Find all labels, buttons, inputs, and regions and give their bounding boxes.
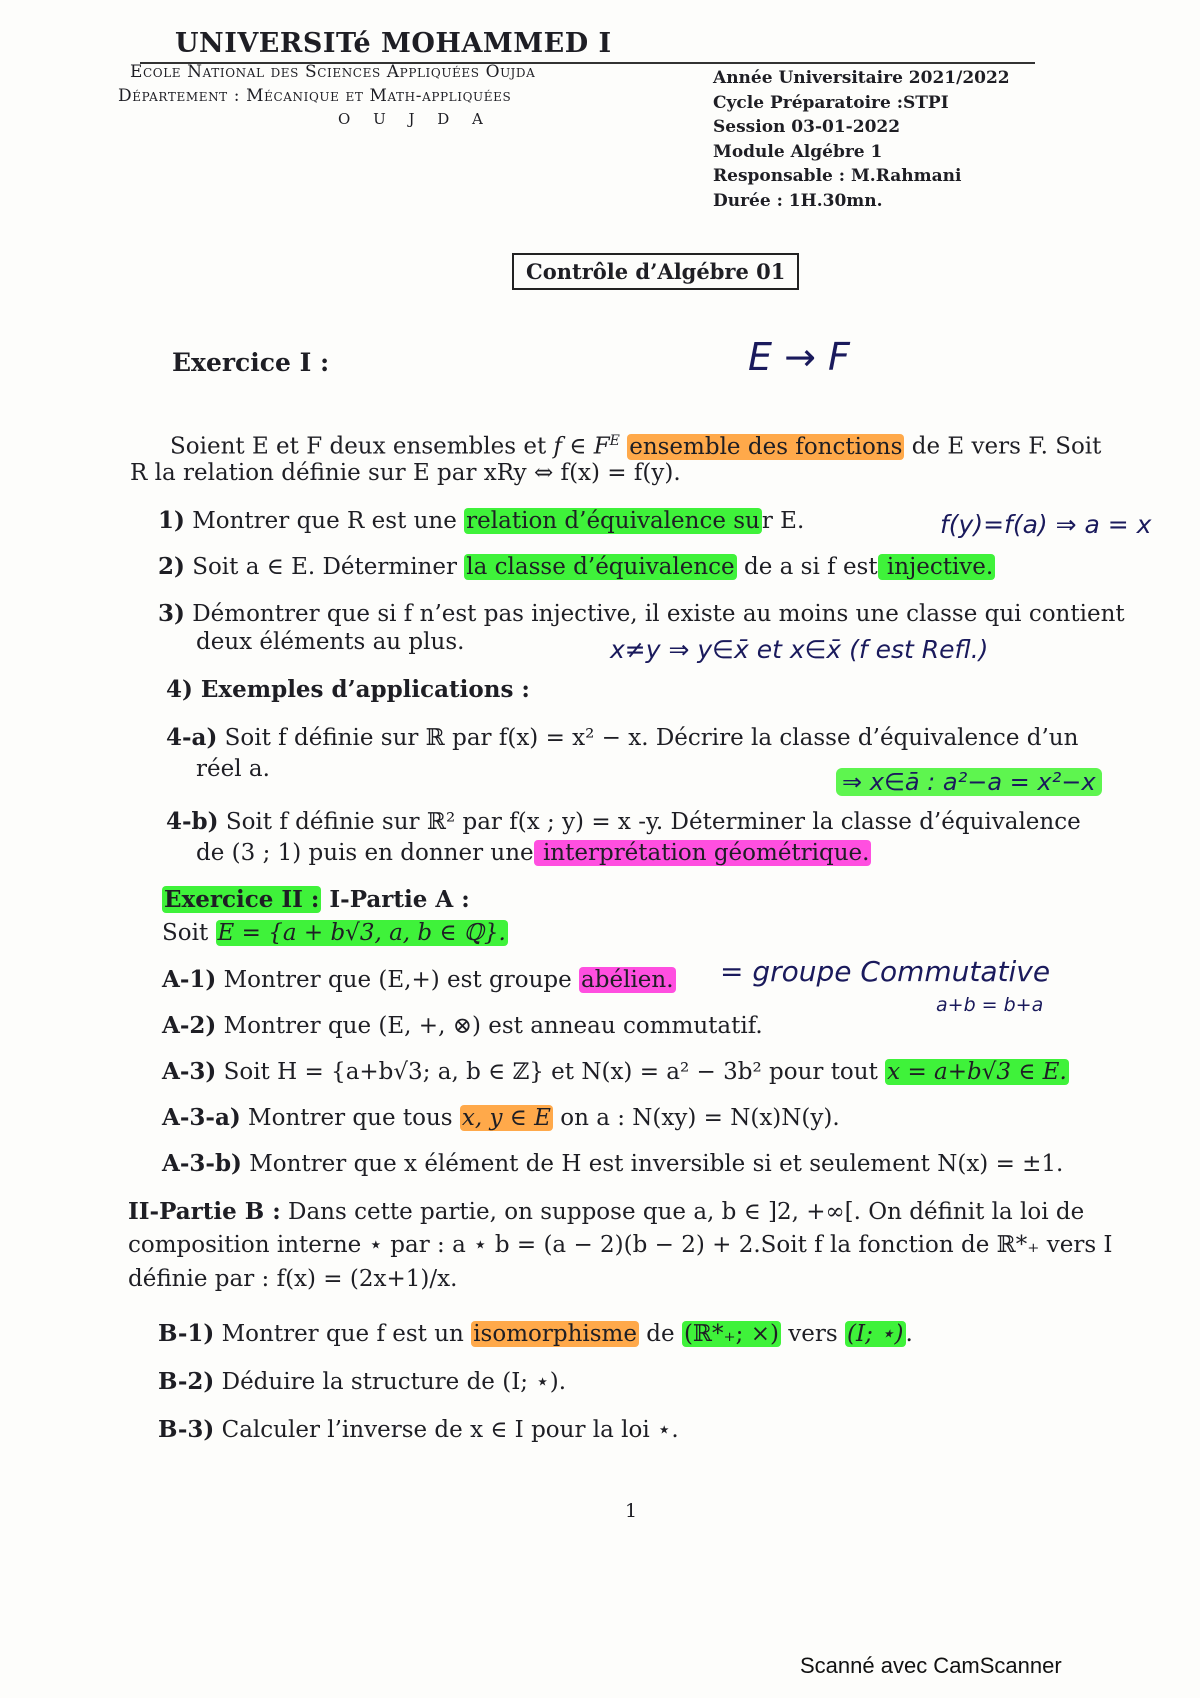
question-a3b <box>162 1148 1063 1180</box>
a1-number: A-1) <box>162 966 217 993</box>
part-b-line2: composition interne ⋆ par : a ⋆ b = (a − 2)(b − 2) + 2.Soit f la fonction de ℝ*₊ vers I <box>128 1232 1113 1258</box>
highlight-interpretation: interprétation géométrique. <box>535 840 870 866</box>
set-def-text: Soit <box>162 920 216 946</box>
question-4a <box>166 722 1078 754</box>
b2-text: Déduire la structure de (I; ⋆). <box>221 1369 567 1395</box>
q4b-line2-text: de (3 ; 1) puis en donner une <box>196 840 534 866</box>
part-b-line3: définie par : f(x) = (2x+1)/x. <box>128 1266 458 1292</box>
highlight-ensemble: ensemble des fonctions <box>629 433 903 460</box>
intro-math: f ∈ F <box>553 433 610 460</box>
b1-text-b: de <box>638 1321 682 1347</box>
intro-sup: E <box>609 433 620 449</box>
question-a3a <box>162 1102 840 1134</box>
highlight-abelien: abélien. <box>581 967 674 993</box>
b2-number: B-2) <box>158 1368 215 1395</box>
exercise-1-title: Exercice I : <box>172 348 330 377</box>
question-a1 <box>162 964 676 996</box>
camscanner-footer: Scanné avec CamScanner <box>800 1653 1062 1678</box>
question-3-line2: deux éléments au plus. <box>196 629 465 655</box>
set-definition <box>162 918 508 949</box>
q4b-number: 4-b) <box>166 808 219 835</box>
q1-text: Montrer que R est une <box>192 508 465 534</box>
handwritten-note-abelien: = groupe Commutative <box>720 955 1051 988</box>
question-4a-line2: réel a. <box>196 756 270 782</box>
question-4b-line2 <box>196 838 871 869</box>
a3b-text: Montrer que x élément de H est inversible si et seulement N(x) = ±1. <box>249 1151 1064 1177</box>
cycle: Cycle Préparatoire :STPI <box>713 92 949 113</box>
part-a-title: I-Partie A : <box>329 886 470 913</box>
duration: Durée : 1H.30mn. <box>713 190 883 211</box>
q2-text-b: de a si f est <box>736 554 878 580</box>
handwritten-e-to-f: E → F <box>748 335 850 379</box>
q4a-number: 4-a) <box>166 724 218 751</box>
q2-number: 2) <box>158 553 185 580</box>
q1-number: 1) <box>158 507 185 534</box>
part-b-text1: Dans cette partie, on suppose que a, b ∈ ]2, +∞[. On définit la loi de <box>280 1199 1085 1225</box>
question-a2 <box>162 1010 763 1042</box>
a3-text: Soit H = {a+b√3; a, b ∈ ℤ} et N(x) = a² − 3b² pour tout <box>223 1059 886 1085</box>
question-3 <box>158 598 1125 630</box>
b1-text-c: vers <box>780 1321 846 1347</box>
handwritten-note-q4a: ⇒ x∈ā : a²−a = x²−x <box>836 768 1102 796</box>
a3-number: A-3) <box>162 1058 217 1085</box>
city-name: O U J D A <box>338 110 492 128</box>
part-b-title: II-Partie B : <box>128 1198 281 1225</box>
b1-text-d: . <box>905 1321 913 1347</box>
session-date: Session 03-01-2022 <box>713 117 901 137</box>
highlight-codomain: (I; ⋆) <box>847 1321 904 1347</box>
b3-text: Calculer l’inverse de x ∈ I pour la loi ⋆. <box>221 1417 679 1443</box>
question-1 <box>158 505 804 537</box>
highlight-x-def: x = a+b√3 ∈ E. <box>887 1059 1067 1085</box>
handwritten-note-q3: x≠y ⇒ y∈x̄ et x∈x̄ (f est Refl.) <box>610 635 989 664</box>
handwritten-note-q1: f(y)=f(a) ⇒ a = x <box>940 510 1152 539</box>
a3b-number: A-3-b) <box>162 1150 242 1177</box>
exercise-2-title-row <box>162 884 470 915</box>
academic-year: Année Universitaire 2021/2022 <box>713 68 1010 88</box>
q1-text-b: r E. <box>761 508 805 534</box>
handwritten-note-commutative: a+b = b+a <box>936 994 1044 1016</box>
university-name: UNIVERSITé MOHAMMED I <box>175 28 612 59</box>
question-b1 <box>158 1318 913 1350</box>
q2-text: Soit a ∈ E. Déterminer <box>192 554 465 580</box>
ex1-intro-line2: R la relation définie sur E par xRy ⇔ f(x) = f(y). <box>130 460 681 486</box>
q3-number: 3) <box>158 600 185 627</box>
b1-text: Montrer que f est un <box>221 1321 472 1347</box>
part-b-line1 <box>128 1196 1084 1228</box>
exam-title: Contrôle d’Algébre 01 <box>512 253 799 290</box>
highlight-injective: injective. <box>879 554 994 580</box>
question-b3 <box>158 1414 679 1446</box>
question-4b <box>166 806 1081 838</box>
department-name: Département : Mécanique et Math-appliquées <box>118 86 512 106</box>
a2-number: A-2) <box>162 1012 217 1039</box>
responsible: Responsable : M.Rahmani <box>713 166 962 186</box>
a3a-number: A-3-a) <box>162 1104 241 1131</box>
a3a-text-b: on a : N(xy) = N(x)N(y). <box>552 1105 840 1131</box>
question-b2 <box>158 1366 566 1398</box>
question-2 <box>158 551 995 583</box>
exam-info-block <box>713 66 1010 213</box>
q3-line1: Démontrer que si f n’est pas injective, il existe au moins une classe qui contient <box>192 601 1125 627</box>
q4b-line1: Soit f définie sur ℝ² par f(x ; y) = x -y. Déterminer la classe d’équivalence <box>225 809 1081 835</box>
exercise-2-title: Exercice II : <box>164 886 320 913</box>
highlight-isomorphisme: isomorphisme <box>473 1321 637 1347</box>
page-number: 1 <box>625 1500 638 1522</box>
module-name: Module Algébre 1 <box>713 141 883 162</box>
school-name: Ecole National des Sciences Appliquées Oujda <box>130 62 536 82</box>
b1-number: B-1) <box>158 1320 215 1347</box>
a2-text: Montrer que (E, +, ⊗) est anneau commutatif. <box>223 1013 763 1039</box>
highlight-classe: la classe d’équivalence <box>466 554 735 580</box>
b3-number: B-3) <box>158 1416 215 1443</box>
q4a-line1: Soit f définie sur ℝ par f(x) = x² − x. Décrire la classe d’équivalence d’un <box>224 725 1079 751</box>
a3a-text: Montrer que tous <box>248 1105 460 1131</box>
question-4-title: 4) Exemples d’applications : <box>166 676 530 703</box>
intro-text-b: de E vers F. Soit <box>904 433 1102 460</box>
highlight-xy: x, y ∈ E <box>461 1105 551 1131</box>
question-a3 <box>162 1056 1069 1088</box>
a1-text: Montrer que (E,+) est groupe <box>223 967 580 993</box>
intro-text: Soient E et F deux ensembles et <box>170 433 547 460</box>
highlight-set-e: E = {a + b√3, a, b ∈ ℚ}. <box>217 920 506 946</box>
highlight-relation: relation d’équivalence su <box>466 508 760 534</box>
highlight-domain: (ℝ*₊; ×) <box>683 1321 779 1347</box>
